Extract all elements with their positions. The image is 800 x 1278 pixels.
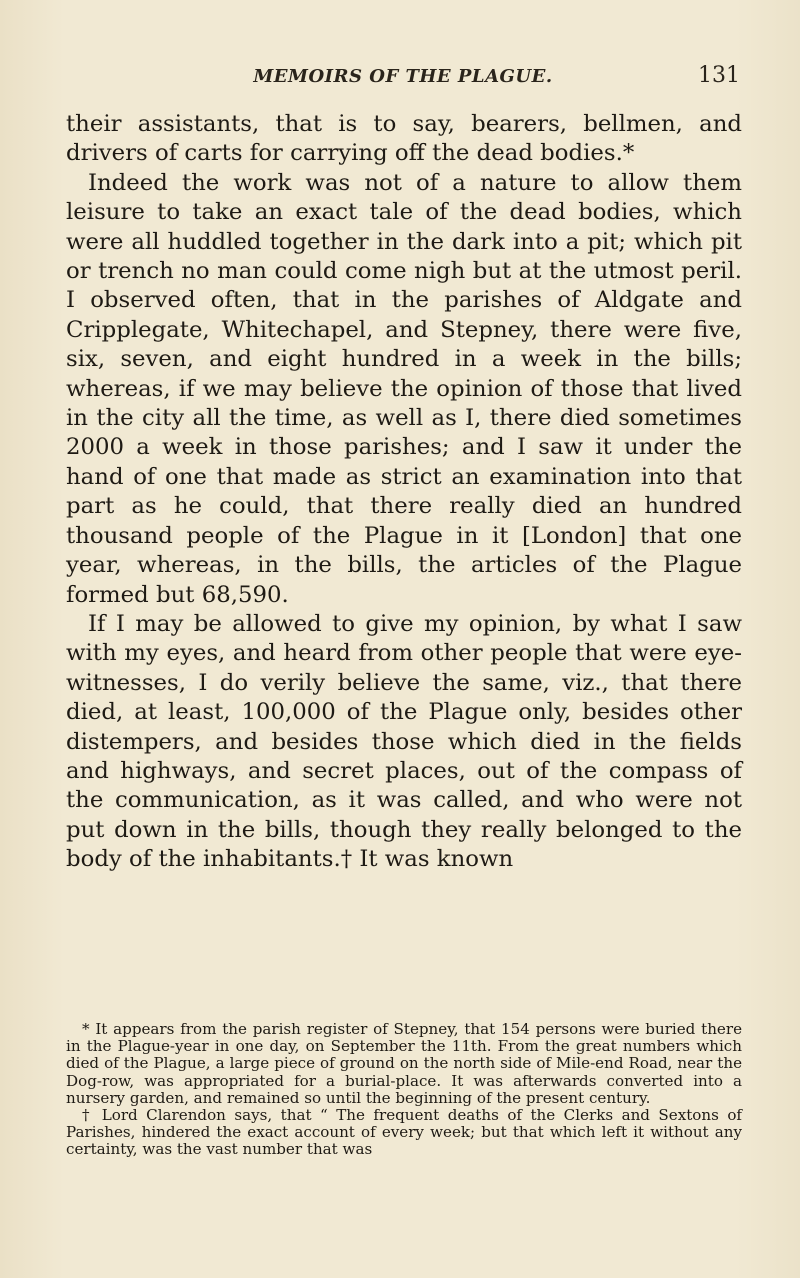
- paragraph-1: their assistants, that is to say, bearers, bellmen, and drivers of carts for carrying off the dead bodies.*: [66, 111, 742, 167]
- footnote-dagger: † Lord Clarendon says, that “ The frequent deaths of the Clerks and Sextons of Parishes, hindered the exact account of every week; but that which left it without any certainty, was the vast number that was: [66, 1106, 742, 1159]
- page-number: 131: [698, 63, 740, 88]
- page-header: [66, 63, 740, 96]
- paragraph-2: Indeed the work was not of a nature to allow them leisure to take an exact tale of the dead bodies, which were all huddled together in the dark into a pit; which pit or trench no man could come nigh but at the utmost peril. I observed often, that in the parishes of Aldgate and Cripplegate, Whitechapel, and Stepney, there were five, six, seven, and eight hundred in a week in the bills; whereas, if we may believe the opinion of those that lived in the city all the time, as well as I, there died sometimes 2000 a week in those parishes; and I saw it under the hand of one that made as strict an examination into that part as he could, that there really died an hundred thousand people of the Plague in it [London] that one year, whereas, in the bills, the articles of the Plague formed but 68,590.: [66, 169, 742, 608]
- footnotes: [66, 1021, 742, 1159]
- footnote-asterisk: * It appears from the parish register of Stepney, that 154 persons were buried there in the Plague-year in one day, on September the 11th. From the great numbers which died of the Plague, a large piece of ground on the north side of Mile-end Road, near the Dog-row, was appropriated for a burial-place. It was afterwards converted into a nursery garden, and remained so until the beginning of the present century.: [66, 1020, 742, 1107]
- running-head: MEMOIRS OF THE PLAGUE.: [253, 66, 553, 87]
- body-text: [66, 110, 742, 875]
- paragraph-3: If I may be allowed to give my opinion, by what I saw with my eyes, and heard from other people that were eye-witnesses, I do verily believe the same, viz., that there died, at least, 100,000 of the Plague only, besides other distempers, and besides those which died in the fields and highways, and secret places, out of the compass of the communication, as it was called, and who were not put down in the bills, though they really belonged to the body of the inhabitants.† It was known: [66, 610, 742, 873]
